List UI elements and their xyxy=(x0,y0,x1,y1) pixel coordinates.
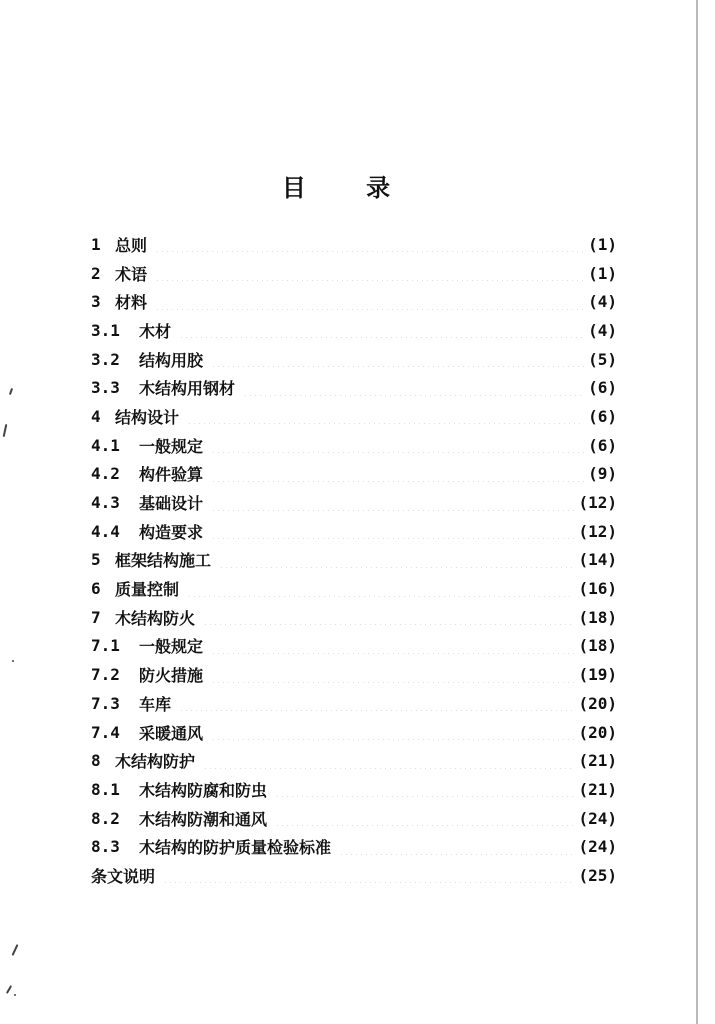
toc-entry xyxy=(91,861,617,890)
toc-entry-title: 基础设计 xyxy=(139,494,204,514)
toc-entry xyxy=(91,517,617,546)
toc-entry-title: 术语 xyxy=(115,264,148,284)
toc-entry-title: 结构用胶 xyxy=(139,350,204,370)
toc-entry xyxy=(91,632,617,661)
toc-entry xyxy=(91,574,617,603)
dot-leader xyxy=(243,380,584,396)
toc-entry-number: 7.4 xyxy=(91,722,120,742)
toc-entry xyxy=(91,746,617,775)
toc-entry-page: (18) xyxy=(578,636,617,656)
toc-entry-number: 7 xyxy=(91,607,101,627)
toc-entry-number: 8.3 xyxy=(91,837,120,857)
toc-entry-page: (12) xyxy=(578,493,617,513)
toc-list xyxy=(91,230,617,890)
scan-mark xyxy=(14,994,16,996)
toc-entry xyxy=(91,660,617,689)
toc-entry-title: 防火措施 xyxy=(139,666,204,686)
toc-entry-title: 木结构防护 xyxy=(115,752,196,772)
toc-entry-page: (16) xyxy=(578,579,617,599)
dot-leader xyxy=(203,753,574,769)
toc-entry-number: 1 xyxy=(91,234,101,254)
scan-mark xyxy=(12,944,19,956)
toc-entry-page: (1) xyxy=(588,263,617,283)
toc-entry-page: (1) xyxy=(588,234,617,254)
toc-entry-number: 3 xyxy=(91,292,101,312)
toc-entry-number: 7.1 xyxy=(91,636,120,656)
toc-entry xyxy=(91,603,617,632)
toc-entry-title: 框架结构施工 xyxy=(115,551,212,571)
toc-entry-page: (21) xyxy=(578,751,617,771)
toc-entry-number: 6 xyxy=(91,579,101,599)
toc-entry-number: 3.2 xyxy=(91,349,120,369)
toc-entry-page: (24) xyxy=(578,808,617,828)
toc-entry-title: 总则 xyxy=(115,235,148,255)
dot-leader xyxy=(211,638,574,654)
toc-entry xyxy=(91,373,617,402)
dot-leader xyxy=(275,810,574,826)
toc-entry-title: 构件验算 xyxy=(139,465,204,485)
dot-leader xyxy=(339,839,574,855)
toc-entry-title: 条文说明 xyxy=(91,866,156,886)
toc-entry xyxy=(91,345,617,374)
toc-entry-number: 3.1 xyxy=(91,320,120,340)
toc-entry-number: 8 xyxy=(91,751,101,771)
toc-entry xyxy=(91,230,617,259)
toc-entry-page: (6) xyxy=(588,406,617,426)
dot-leader xyxy=(211,724,574,740)
dot-leader xyxy=(211,466,584,482)
toc-entry xyxy=(91,775,617,804)
dot-leader xyxy=(155,236,584,252)
toc-entry xyxy=(91,804,617,833)
toc-entry-number: 7.2 xyxy=(91,665,120,685)
toc-entry xyxy=(91,402,617,431)
toc-entry xyxy=(91,718,617,747)
dot-leader xyxy=(187,408,584,424)
scan-mark xyxy=(9,388,13,395)
toc-entry-title: 木材 xyxy=(139,321,172,341)
toc-entry-title: 质量控制 xyxy=(115,580,180,600)
toc-entry-number: 3.3 xyxy=(91,378,120,398)
dot-leader xyxy=(155,294,584,310)
toc-entry-title: 木结构防火 xyxy=(115,608,196,628)
toc-entry-page: (6) xyxy=(588,435,617,455)
toc-entry-page: (19) xyxy=(578,665,617,685)
toc-entry xyxy=(91,259,617,288)
toc-entry-page: (25) xyxy=(578,865,617,885)
toc-entry-page: (24) xyxy=(578,837,617,857)
dot-leader xyxy=(219,552,574,568)
toc-entry xyxy=(91,832,617,861)
toc-entry-page: (4) xyxy=(588,320,617,340)
toc-entry-page: (4) xyxy=(588,292,617,312)
toc-entry-title: 木结构防潮和通风 xyxy=(139,809,268,829)
toc-entry-number: 5 xyxy=(91,550,101,570)
toc-entry-title: 车库 xyxy=(139,694,172,714)
scan-mark xyxy=(6,985,12,994)
toc-entry-title: 一般规定 xyxy=(139,436,204,456)
toc-entry-page: (14) xyxy=(578,550,617,570)
toc-entry-number: 4.3 xyxy=(91,493,120,513)
toc-entry-title: 木结构防腐和防虫 xyxy=(139,780,268,800)
dot-leader xyxy=(211,523,574,539)
dot-leader xyxy=(211,667,574,683)
dot-leader xyxy=(275,781,574,797)
dot-leader xyxy=(155,265,584,281)
toc-entry xyxy=(91,316,617,345)
toc-title: 目 录 xyxy=(281,173,417,202)
scan-mark xyxy=(3,424,8,437)
toc-entry-number: 2 xyxy=(91,263,101,283)
toc-entry-number: 7.3 xyxy=(91,693,120,713)
dot-leader xyxy=(163,867,574,883)
toc-entry xyxy=(91,431,617,460)
toc-entry-title: 结构设计 xyxy=(115,407,180,427)
toc-entry-number: 8.1 xyxy=(91,779,120,799)
toc-entry-page: (18) xyxy=(578,607,617,627)
dot-leader xyxy=(211,495,574,511)
toc-entry-page: (9) xyxy=(588,464,617,484)
toc-entry-title: 构造要求 xyxy=(139,522,204,542)
toc-entry-page: (20) xyxy=(578,722,617,742)
toc-entry xyxy=(91,546,617,575)
dot-leader xyxy=(211,351,584,367)
dot-leader xyxy=(179,322,584,338)
toc-entry-title: 木结构用钢材 xyxy=(139,379,236,399)
dot-leader xyxy=(203,609,574,625)
toc-entry xyxy=(91,287,617,316)
scan-mark xyxy=(12,660,14,662)
toc-entry-title: 采暖通风 xyxy=(139,723,204,743)
dot-leader xyxy=(211,437,584,453)
toc-entry xyxy=(91,689,617,718)
dot-leader xyxy=(187,581,574,597)
toc-entry xyxy=(91,488,617,517)
toc-entry-number: 4.4 xyxy=(91,521,120,541)
dot-leader xyxy=(179,695,574,711)
toc-entry-page: (20) xyxy=(578,693,617,713)
toc-entry-title: 一般规定 xyxy=(139,637,204,657)
toc-entry-page: (5) xyxy=(588,349,617,369)
toc-entry-page: (6) xyxy=(588,378,617,398)
toc-entry-number: 4.1 xyxy=(91,435,120,455)
toc-entry-title: 材料 xyxy=(115,293,148,313)
toc-entry-number: 4.2 xyxy=(91,464,120,484)
toc-entry-number: 8.2 xyxy=(91,808,120,828)
toc-entry xyxy=(91,460,617,489)
toc-entry-number: 4 xyxy=(91,406,101,426)
toc-entry-page: (21) xyxy=(578,779,617,799)
toc-entry-page: (12) xyxy=(578,521,617,541)
toc-entry-title: 木结构的防护质量检验标准 xyxy=(139,838,332,858)
